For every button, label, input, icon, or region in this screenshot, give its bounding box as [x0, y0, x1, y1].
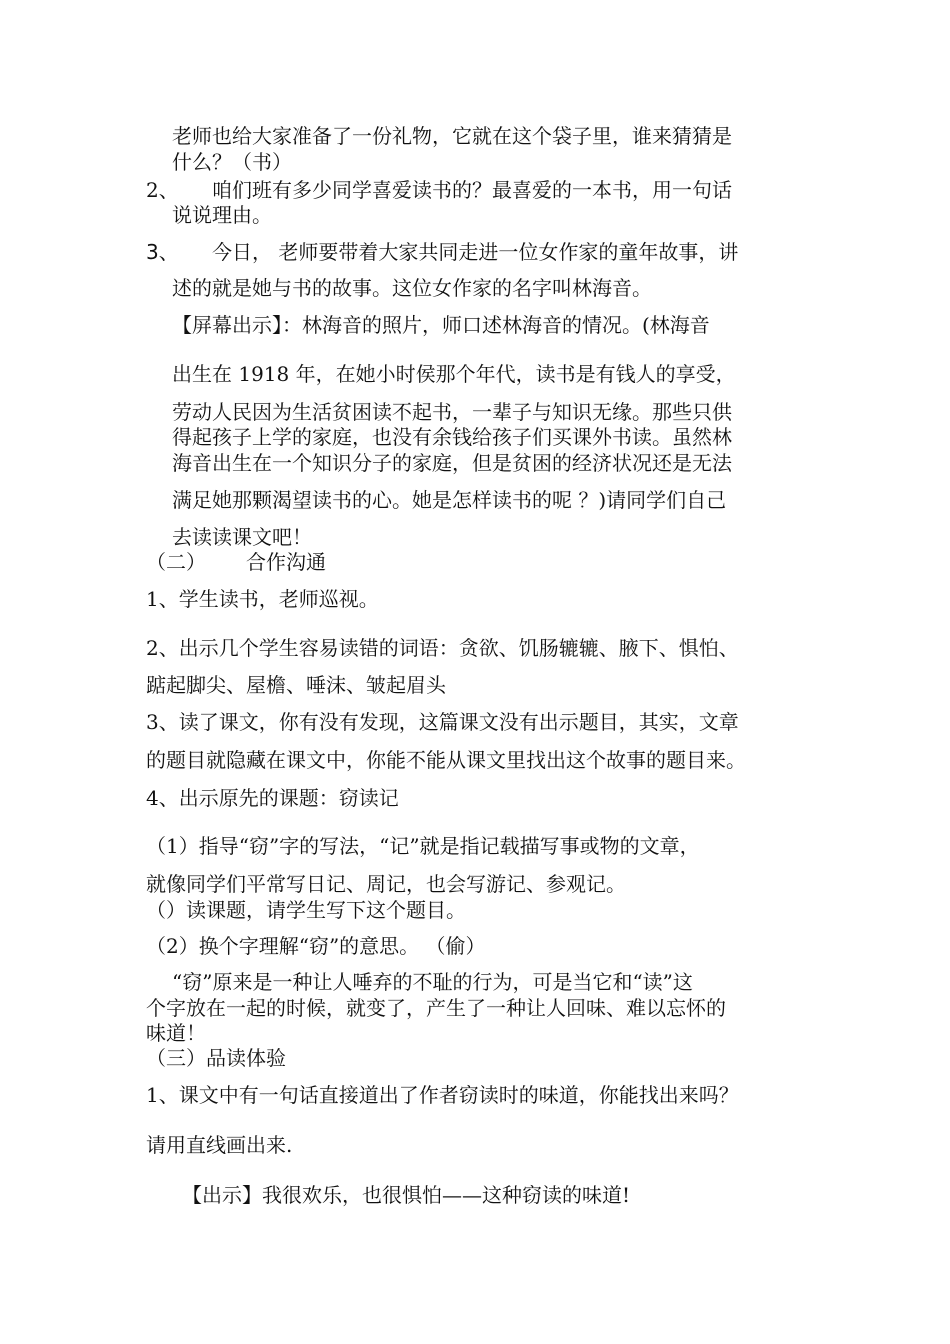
- text-line: 得起孩子上学的家庭，也没有余钱给孩子们买课外书读。虽然林: [172, 425, 732, 449]
- text-line: 请用直线画出来.: [146, 1133, 293, 1157]
- text-line: 述的就是她与书的故事。这位女作家的名字叫林海音。: [172, 276, 652, 300]
- text-line: 什么？（书）: [172, 150, 292, 174]
- text-line: 就像同学们平常写日记、周记，也会写游记、参观记。: [146, 872, 626, 896]
- list-number: 3、: [146, 240, 179, 264]
- text-line: “窃”原来是一种让人唾弃的不耻的行为，可是当它和“读”这: [172, 970, 693, 994]
- text-line: 老师也给大家准备了一份礼物，它就在这个袋子里，谁来猜猜是: [172, 124, 732, 148]
- text-line: 出生在 1918 年，在她小时侯那个年代，读书是有钱人的享受，: [172, 362, 736, 386]
- text-line: 的题目就隐藏在课文中，你能不能从课文里找出这个故事的题目来。: [146, 748, 746, 772]
- text-line: （）读课题，请学生写下这个题目。: [146, 898, 466, 922]
- text-line: 今日， 老师要带着大家共同走进一位女作家的童年故事，讲: [212, 240, 739, 264]
- text-line: （2）换个字理解“窃”的意思。 （偷）: [146, 934, 486, 958]
- text-line: 去读读课文吧！: [172, 525, 312, 549]
- text-line: 【屏幕出示】：林海音的照片，师口述林海音的情况。(林海音: [172, 313, 710, 337]
- text-line: （1）指导“窃”字的写法，“记”就是指记载描写事或物的文章，: [146, 834, 700, 858]
- list-number: 2、: [146, 178, 179, 202]
- text-line: 4、出示原先的课题：窃读记: [146, 786, 399, 810]
- text-line: 【出示】我很欢乐，也很惧怕——这种窃读的味道!: [182, 1183, 631, 1207]
- section-heading: （三）品读体验: [146, 1046, 286, 1070]
- text-line: 满足她那颗渴望读书的心。她是怎样读书的呢 ？)请同学们自己: [172, 488, 727, 512]
- text-line: 踮起脚尖、屋檐、唾沫、皱起眉头: [146, 673, 446, 697]
- text-line: 2、出示几个学生容易读错的词语：贪欲、饥肠辘辘、腋下、惧怕、: [146, 636, 739, 660]
- text-line: 3、读了课文，你有没有发现，这篇课文没有出示题目，其实，文章: [146, 710, 739, 734]
- text-line: 劳动人民因为生活贫困读不起书，一辈子与知识无缘。那些只供: [172, 400, 732, 424]
- text-line: 味道！: [146, 1021, 206, 1045]
- text-line: 个字放在一起的时候，就变了，产生了一种让人回味、难以忘怀的: [146, 996, 726, 1020]
- section-number: （二）: [146, 550, 206, 574]
- text-line: 咱们班有多少同学喜爱读书的？最喜爱的一本书，用一句话: [212, 178, 732, 202]
- text-line: 说说理由。: [172, 203, 272, 227]
- section-heading: 合作沟通: [246, 550, 326, 574]
- text-line: 海音出生在一个知识分子的家庭，但是贫困的经济状况还是无法: [172, 451, 732, 475]
- text-line: 1、课文中有一句话直接道出了作者窃读时的味道，你能找出来吗？: [146, 1083, 739, 1107]
- text-line: 1、学生读书，老师巡视。: [146, 587, 379, 611]
